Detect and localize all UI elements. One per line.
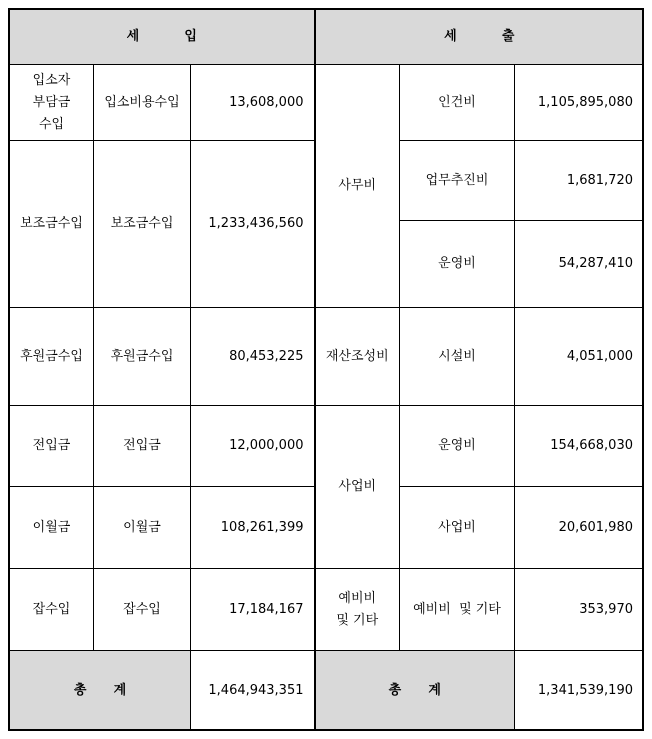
income-category-3: 전입금 — [10, 406, 94, 487]
expense-item-3: 시설비 — [400, 308, 515, 406]
income-item-4: 이월금 — [94, 487, 191, 569]
expense-category-property: 재산조성비 — [315, 308, 400, 406]
income-item-3: 전입금 — [94, 406, 191, 487]
expense-item-5: 사업비 — [400, 487, 515, 569]
expense-item-4: 운영비 — [400, 406, 515, 487]
income-total-label: 총 계 — [10, 651, 191, 731]
income-amount-3: 12,000,000 — [191, 406, 315, 487]
income-amount-4: 108,261,399 — [191, 487, 315, 569]
expense-category-office: 사무비 — [315, 65, 400, 308]
expense-header: 세 출 — [315, 10, 644, 65]
expense-amount-3: 4,051,000 — [515, 308, 644, 406]
expense-total-amount: 1,341,539,190 — [515, 651, 644, 731]
expense-item-6: 예비비 및 기타 — [400, 569, 515, 651]
income-header: 세 입 — [10, 10, 315, 65]
income-category-0: 입소자 부담금 수입 — [10, 65, 94, 141]
income-total-amount: 1,464,943,351 — [191, 651, 315, 731]
income-amount-1: 1,233,436,560 — [191, 141, 315, 308]
header-row — [10, 10, 644, 65]
budget-table — [9, 9, 644, 731]
income-category-4: 이월금 — [10, 487, 94, 569]
expense-amount-2: 54,287,410 — [515, 221, 644, 308]
income-item-0: 입소비용수입 — [94, 65, 191, 141]
total-row — [10, 651, 644, 731]
expense-amount-5: 20,601,980 — [515, 487, 644, 569]
expense-amount-0: 1,105,895,080 — [515, 65, 644, 141]
income-amount-2: 80,453,225 — [191, 308, 315, 406]
expense-total-label: 총 계 — [315, 651, 515, 731]
income-item-2: 후원금수입 — [94, 308, 191, 406]
income-amount-5: 17,184,167 — [191, 569, 315, 651]
expense-category-reserve: 예비비 및 기타 — [315, 569, 400, 651]
income-category-1: 보조금수입 — [10, 141, 94, 308]
income-item-1: 보조금수입 — [94, 141, 191, 308]
expense-item-1: 업무추진비 — [400, 141, 515, 221]
expense-amount-6: 353,970 — [515, 569, 644, 651]
income-category-2: 후원금수입 — [10, 308, 94, 406]
expense-amount-4: 154,668,030 — [515, 406, 644, 487]
expense-category-project: 사업비 — [315, 406, 400, 569]
income-item-5: 잡수입 — [94, 569, 191, 651]
expense-amount-1: 1,681,720 — [515, 141, 644, 221]
expense-item-2: 운영비 — [400, 221, 515, 308]
income-category-5: 잡수입 — [10, 569, 94, 651]
income-amount-0: 13,608,000 — [191, 65, 315, 141]
expense-item-0: 인건비 — [400, 65, 515, 141]
